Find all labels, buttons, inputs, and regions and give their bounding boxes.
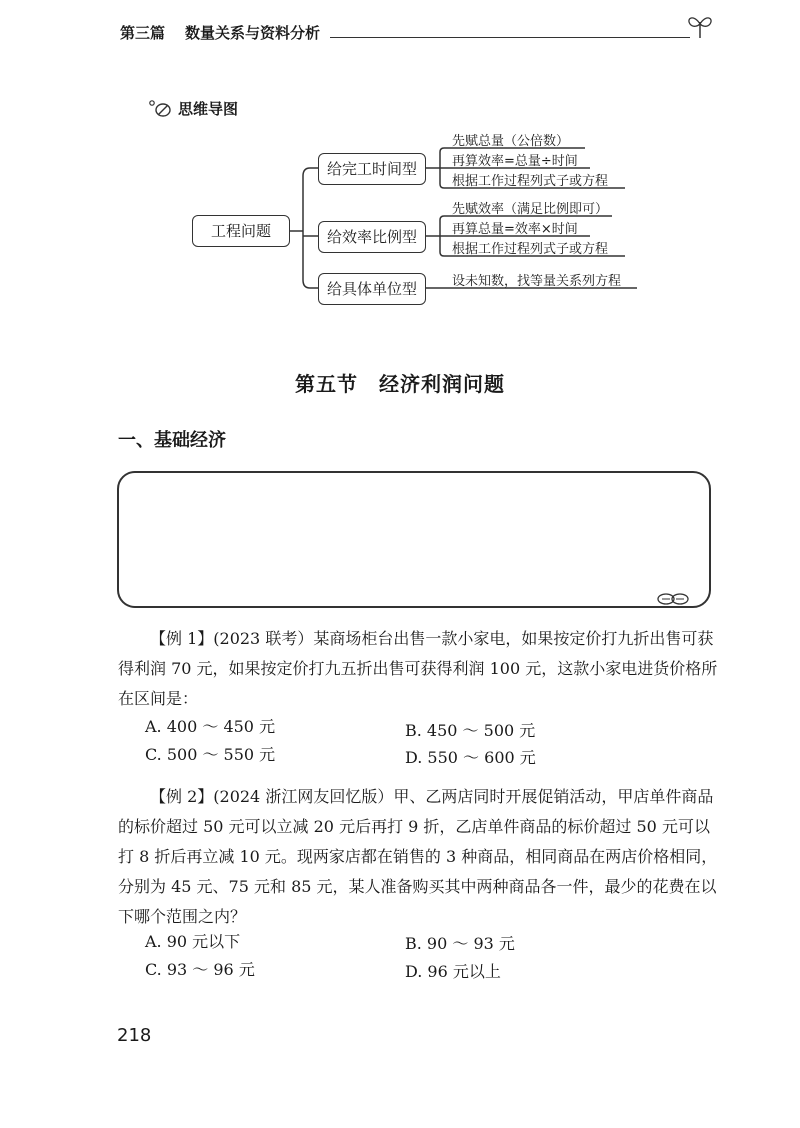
example-1-option-b: B. 450 ～ 500 元 [405,721,536,740]
mindmap-leaf: 再算总量=效率×时间 [452,222,578,237]
example-1-option-a: A. 400 ～ 450 元 [145,717,276,736]
example-2-option-d: D. 96 元以上 [405,962,501,981]
example-1-text: 【例 1】(2023 联考）某商场柜台出售一款小家电，如果按定价打九折出售可获得利润 70 元，如果按定价打九五折出售可获得利润 100 元，这款小家电进货价格所在区间是： [118,629,718,708]
mindmap-branch-1: 给完工时间型 [318,153,426,185]
mindmap-leaf: 设未知数，找等量关系列方程 [452,274,622,289]
mindmap-root: 工程问题 [192,215,290,247]
example-1-option-d: D. 550 ～ 600 元 [405,748,536,767]
mindmap-leaf: 先赋总量（公倍数） [452,134,570,149]
example-2-option-c: C. 93 ～ 96 元 [145,960,255,979]
mindmap-branch-3: 给具体单位型 [318,273,426,305]
example-2-option-b: B. 90 ～ 93 元 [405,934,515,953]
section-title: 第五节 经济利润问题 [295,372,505,396]
example-1-option-c: C. 500 ～ 550 元 [145,745,276,764]
sub-heading: 一、基础经济 [118,430,226,451]
header-title: 数量关系与资料分析 [185,24,321,42]
mindmap-leaf: 先赋效率（满足比例即可） [452,202,609,217]
example-2-option-a: A. 90 元以下 [145,932,241,951]
page-number: 218 [117,1025,152,1046]
example-2-text: 【例 2】(2024 浙江网友回忆版）甲、乙两店同时开展促销活动，甲店单件商品的标价超过 50 元可以立减 20 元后再打 9 折，乙店单件商品的标价超过 50 元可以打 8 折后再立减 10 元。现两家店都在销售的 3 种商品，相同商品在两店价格相同，分别为 45 元、75 元和 85 元，某人准备购买其中两种商品各一件，最少的花费在以下哪个范围之内？ [118,787,718,926]
mindmap-heading-text: 思维导图 [178,100,239,118]
header-chapter: 第三篇 [120,24,166,42]
leaf-icon [656,590,690,608]
mindmap-branch-2: 给效率比例型 [318,221,426,253]
mindmap-leaf: 根据工作过程列式子或方程 [452,174,609,189]
mindmap-leaf: 再算效率=总量÷时间 [452,154,578,169]
mindmap-leaf: 根据工作过程列式子或方程 [452,242,609,257]
note-box [117,471,711,608]
